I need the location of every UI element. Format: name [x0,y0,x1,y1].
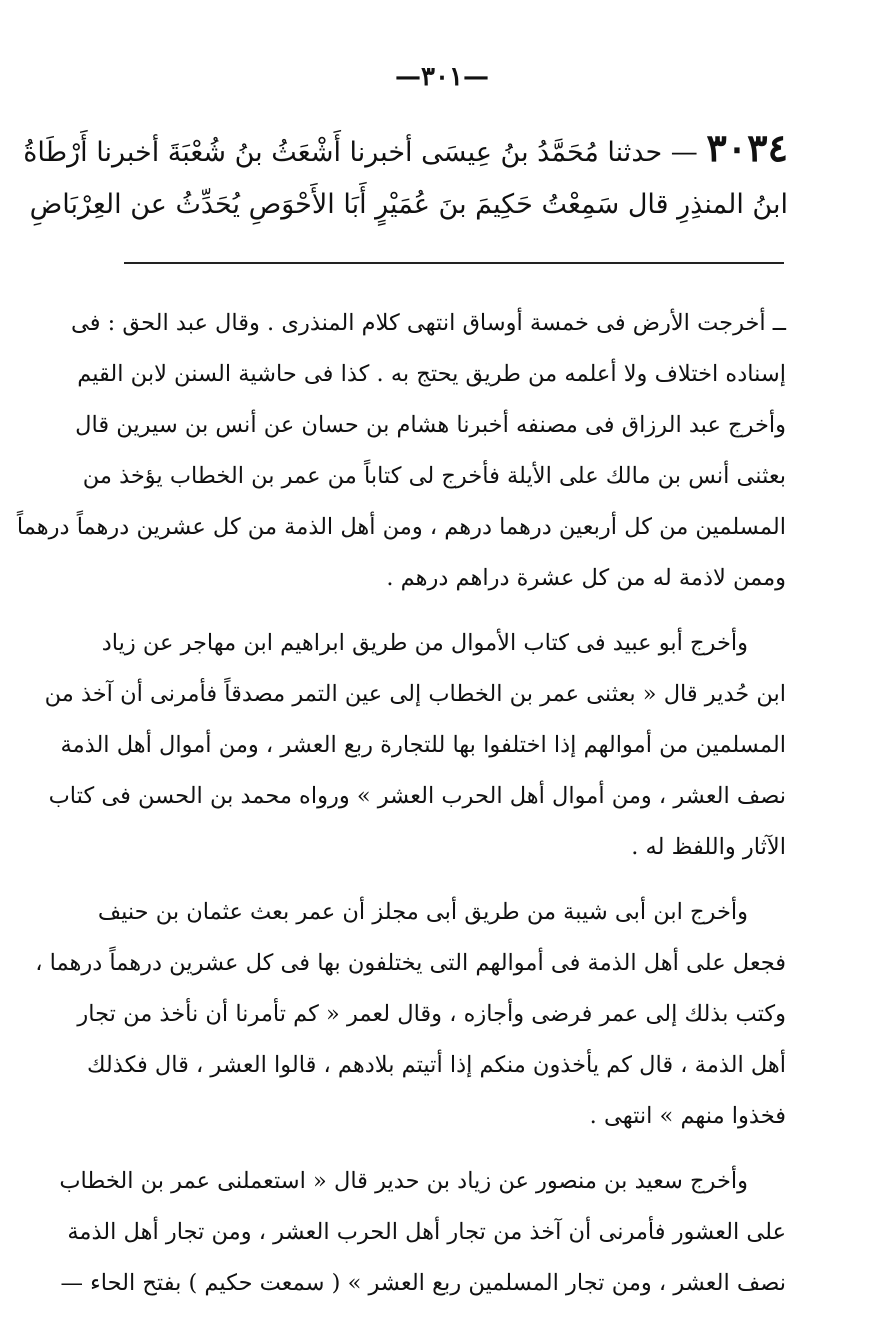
text-line: وأخرج أبو عبيد فى كتاب الأموال من طريق ابراهيم ابن مهاجر عن زياد [101,630,748,656]
page-number: —٣٠١— [395,62,489,92]
hadith-number: ٣٠٣٤ [706,125,788,170]
commentary-paragraph [35,887,786,1142]
text-line: وأخرج عبد الرزاق فى مصنفه أخبرنا هشام بن حسان عن أنس بن سيرين قال [75,412,786,438]
text-line: إسناده اختلاف ولا أعلمه من طريق يحتج به . كذا فى حاشية السنن لابن القيم [77,361,786,387]
hadith-isnad-1: — حدثنا مُحَمَّدُ بنُ عِيسَى أخبرنا أَشْعَثُ بنُ شُعْبَةَ أخبرنا أَرْطَاةُ [23,137,698,168]
text-line: فجعل على أهل الذمة فى أموالهم التى يختلفون بها فى كل عشرين درهماً درهما ، [35,950,786,976]
hadith-line-1 [23,122,788,179]
commentary [16,298,786,1309]
hadith-header [23,122,788,231]
commentary-paragraph [59,1156,786,1309]
commentary-paragraph [44,618,786,873]
text-line: بعثنى أنس بن مالك على الأيلة فأخرج لى كتاباً من عمر بن الخطاب يؤخذ من [82,463,786,489]
footnote-divider [124,262,784,264]
text-line: ابن حُدير قال « بعثنى عمر بن الخطاب إلى عين التمر مصدقاً فأمرنى أن آخذ من [44,681,786,707]
text-line: المسلمين من كل أربعين درهما درهم ، ومن أهل الذمة من كل عشرين درهماً درهماً [16,514,786,540]
text-line: المسلمين من أموالهم إذا اختلفوا بها للتجارة ربع العشر ، ومن أموال أهل الذمة [60,732,786,758]
text-line: أهل الذمة ، قال كم يأخذون منكم إذا أتيتم بلادهم ، قالوا العشر ، قال فكذلك [86,1052,786,1078]
text-line: نصف العشر ، ومن أموال أهل الحرب العشر » ورواه محمد بن الحسن فى كتاب [48,783,786,809]
commentary-paragraph [16,298,786,604]
text-line: ــ أخرجت الأرض فى خمسة أوساق انتهى كلام المنذرى . وقال عبد الحق : فى [70,310,786,336]
text-line: نصف العشر ، ومن تجار المسلمين ربع العشر » ( سمعت حكيم ) بفتح الحاء — [60,1270,786,1296]
text-line: فخذوا منهم » انتهى . [589,1103,786,1129]
text-line: على العشور فأمرنى أن آخذ من تجار أهل الحرب العشر ، ومن تجار أهل الذمة [67,1219,786,1245]
text-line: وممن لاذمة له من كل عشرة دراهم درهم . [386,565,786,591]
text-line: وأخرج سعيد بن منصور عن زياد بن حدير قال « استعملنى عمر بن الخطاب [59,1168,748,1194]
text-line: الآثار واللفظ له . [631,834,786,860]
text-line: وكتب بذلك إلى عمر فرضى وأجازه ، وقال لعمر « كم تأمرنا أن نأخذ من تجار [77,1001,786,1027]
text-line: وأخرج ابن أبى شيبة من طريق أبى مجلز أن عمر بعث عثمان بن حنيف [97,899,748,925]
hadith-line-2: ابنُ المنذِرِ قال سَمِعْتُ حَكِيمَ بنَ عُمَيْرٍ أَبَا الأَحْوَصِ يُحَدِّثُ عن العِرْبَاضِ [29,189,788,220]
